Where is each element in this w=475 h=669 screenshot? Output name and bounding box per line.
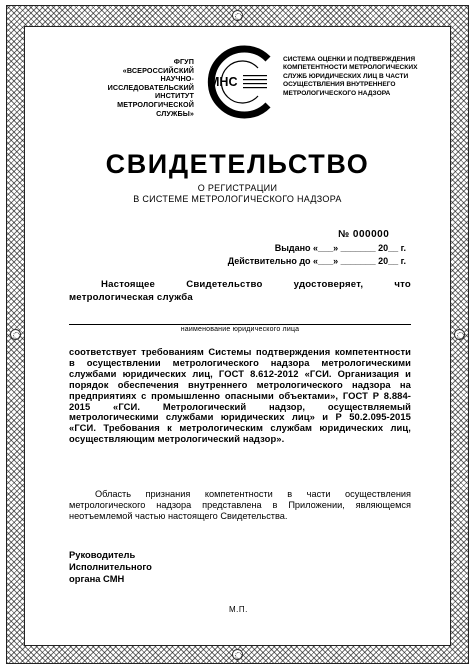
organization-name-blank (69, 324, 411, 325)
intro-paragraph: Настоящее Свидетельство удостоверяет, что метрологическая служба (69, 279, 411, 303)
logo-text: МНС (209, 75, 238, 89)
issuer-line: ФГУП (173, 57, 194, 66)
left-emblem-icon (10, 329, 21, 340)
issuer-organization (78, 58, 194, 118)
compliance-paragraph: соответствует требованиям Системы подтверждения компетентности в осуществлении метрологического надзора метрологическими службами юридических лиц, ГОСТ 8.612-2012 «ГСИ. Организация и порядок обеспечения внутреннего метрологического надзора на предприятиях с промышленно опасными объектами», ГОСТ Р 8.884-2015 «ГСИ. Метрологический надзор, осуществляемый метрологическими службами юридических лиц» и Р 50.2.095-2015 «ГСИ. Требования к метрологическим службам юридических лиц, осуществляющим метрологический надзор». (69, 346, 411, 445)
signatory-line: Исполнительного (69, 561, 152, 572)
system-name-line: СИСТЕМА ОЦЕНКИ И ПОДТВЕРЖДЕНИЯ (283, 56, 416, 63)
signatory-line: органа СМН (69, 573, 125, 584)
document-subtitle (0, 183, 475, 204)
stamp-place-label: М.П. (229, 605, 248, 614)
scope-paragraph: Область признания компетентности в части осуществления метрологического надзора представлена в Приложении, являющемся неотъемлемой частью настоящего Свидетельства. (69, 489, 411, 521)
subtitle-line: В СИСТЕМЕ МЕТРОЛОГИЧЕСКОГО НАДЗОРА (133, 193, 342, 204)
signatory-block (69, 549, 152, 585)
system-name-line: ОСУЩЕСТВЛЕНИЯ ВНУТРЕННЕГО (283, 81, 396, 89)
issuer-line: СЛУЖБЫ» (156, 108, 194, 118)
system-name (283, 56, 433, 98)
signatory-line: Руководитель (69, 549, 136, 560)
blank-caption: наименование юридического лица (180, 326, 300, 333)
right-emblem-icon (454, 329, 465, 340)
system-name-line: КОМПЕТЕНТНОСТИ МЕТРОЛОГИЧЕСКИХ (283, 64, 418, 72)
issuer-line: НАУЧНО-ИССЛЕДОВАТЕЛЬСКИЙ (107, 74, 194, 92)
bottom-emblem-icon (232, 649, 243, 660)
certificate-number: № 000000 (338, 229, 390, 240)
valid-until-line: Действительно до «___» _______ 20__ г. (227, 256, 406, 266)
top-emblem-icon (232, 10, 243, 21)
system-name-line: МЕТРОЛОГИЧЕСКОГО НАДЗОРА (283, 89, 391, 97)
mns-logo (200, 42, 280, 122)
issuer-line: ИНСТИТУТ МЕТРОЛОГИЧЕСКОЙ (117, 91, 194, 109)
document-title: СВИДЕТЕЛЬСТВО (105, 149, 370, 179)
issuer-line: «ВСЕРОССИЙСКИЙ (122, 65, 194, 75)
issued-date-line: Выдано «___» _______ 20__ г. (274, 243, 406, 253)
system-name-line: СЛУЖБ ЮРИДИЧЕСКИХ ЛИЦ В ЧАСТИ (283, 72, 409, 80)
subtitle-line: О РЕГИСТРАЦИИ (197, 183, 278, 193)
